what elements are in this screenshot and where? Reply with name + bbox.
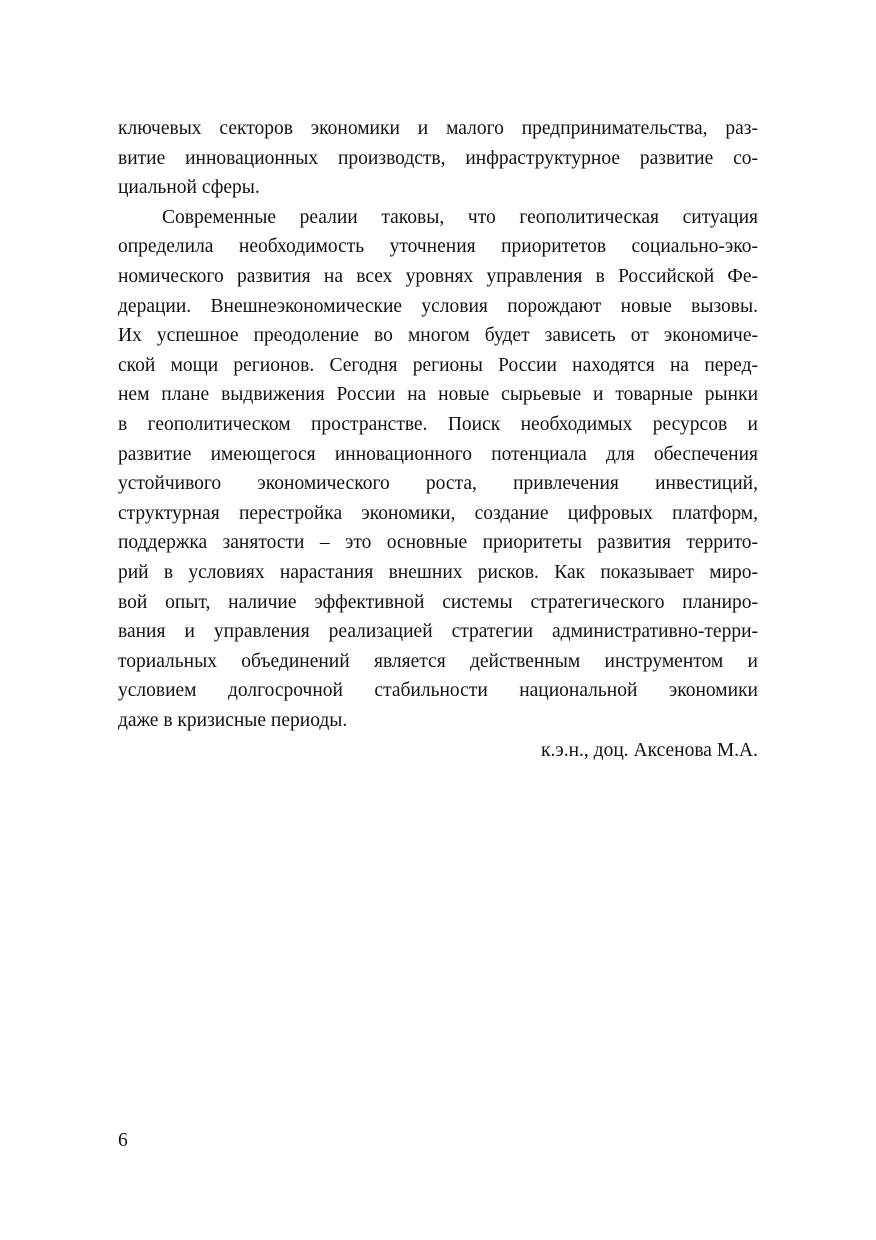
text-line: определила необходимость уточнения приоритетов социально-эко-: [118, 236, 758, 258]
text-line: в геополитическом пространстве. Поиск необходимых ресурсов и: [118, 413, 758, 435]
text-line: поддержка занятости – это основные приоритеты развития террито-: [118, 532, 758, 554]
text-line: Современные реалии таковы, что геополитическая ситуация: [162, 206, 758, 228]
text-line: витие инновационных производств, инфраструктурное развитие со-: [118, 147, 758, 169]
text-line: устойчивого экономического роста, привлечения инвестиций,: [118, 473, 758, 495]
text-line: вания и управления реализацией стратегии административно-терри-: [118, 621, 758, 643]
text-line: ской мощи регионов. Сегодня регионы России находятся на перед-: [118, 354, 758, 376]
text-line: дерации. Внешнеэкономические условия порождают новые вызовы.: [118, 295, 758, 317]
text-line: развитие имеющегося инновационного потенциала для обеспечения: [118, 443, 758, 465]
text-line: структурная перестройка экономики, создание цифровых платформ,: [118, 502, 758, 524]
text-line: циальной сферы.: [118, 177, 260, 199]
text-line: вой опыт, наличие эффективной системы стратегического планиро-: [118, 591, 758, 613]
text-line: нем плане выдвижения России на новые сырьевые и товарные рынки: [118, 384, 758, 406]
paragraph-2: [118, 203, 758, 736]
text-line: Их успешное преодоление во многом будет зависеть от экономиче-: [118, 325, 758, 347]
paragraph-1: [118, 114, 758, 203]
text-line: даже в кризисные периоды.: [118, 709, 348, 731]
text-line: ториальных объединений является действенным инструментом и: [118, 650, 758, 672]
text-line: ключевых секторов экономики и малого предпринимательства, раз-: [118, 118, 758, 139]
author-signature: к.э.н., доц. Аксенова М.А.: [541, 740, 758, 761]
page-body: [118, 114, 758, 735]
text-line: условием долгосрочной стабильности национальной экономики: [118, 680, 758, 702]
text-line: рий в условиях нарастания внешних рисков. Как показывает миро-: [118, 561, 758, 583]
text-line: номического развития на всех уровнях управления в Российской Фе-: [118, 265, 758, 287]
page-number: 6: [118, 1130, 128, 1151]
